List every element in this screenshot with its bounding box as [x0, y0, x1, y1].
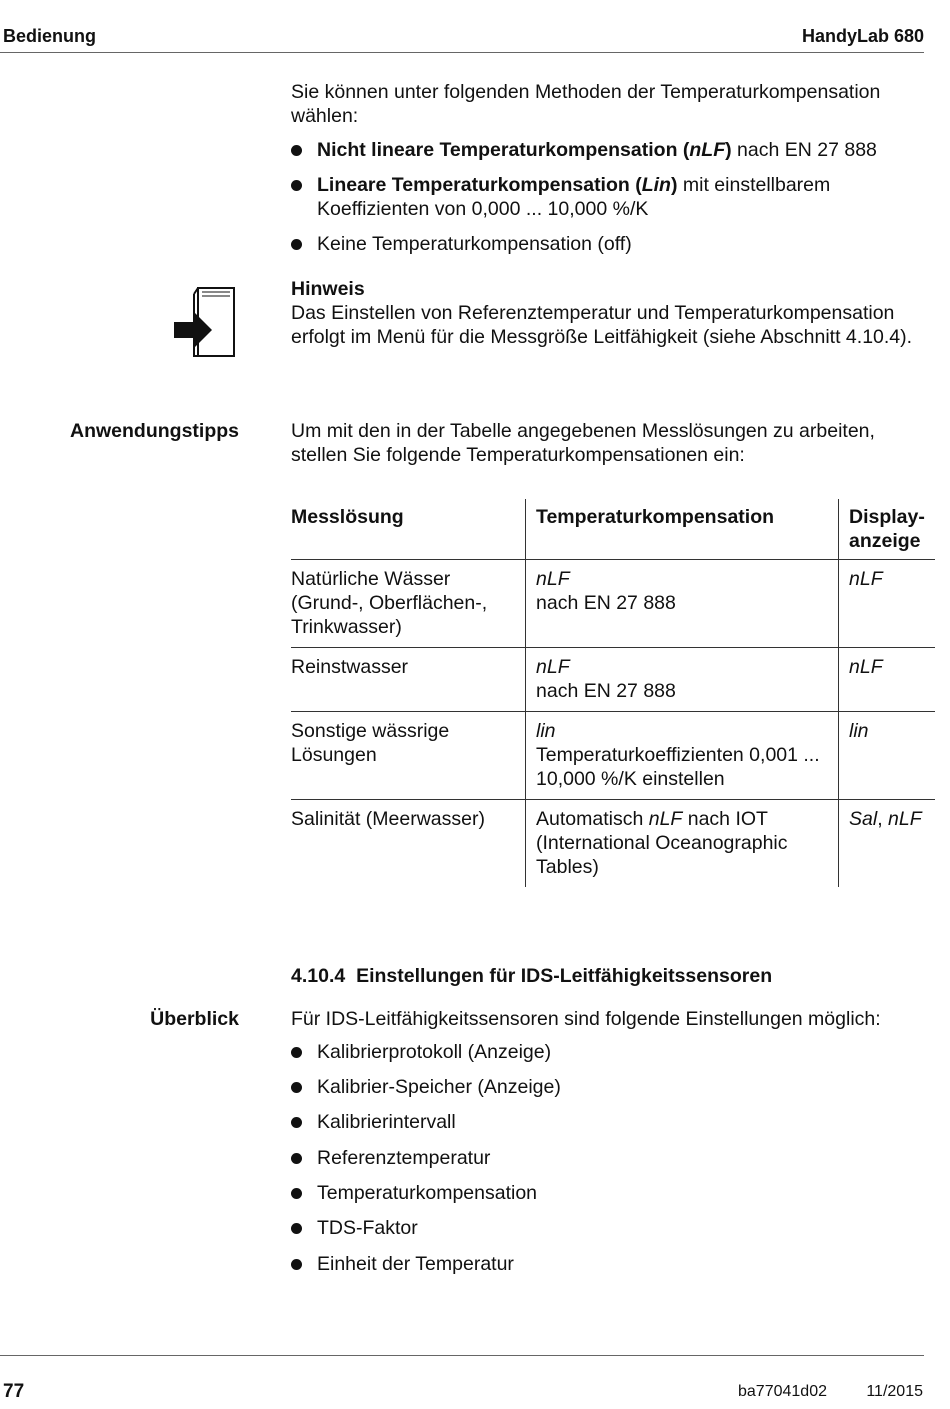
list-item: Referenztemperatur [291, 1146, 924, 1170]
list-item: TDS-Faktor [291, 1216, 924, 1240]
table-cell: Reinstwasser [291, 648, 526, 712]
list-item: Nicht lineare Temperaturkompensation (nLF) nach EN 27 888 [291, 138, 924, 162]
bullet-icon [291, 1188, 302, 1199]
footer-rule [0, 1355, 924, 1356]
table-cell: nLF nach EN 27 888 [526, 648, 839, 712]
side-heading-overview: Überblick [150, 1008, 239, 1030]
table-row [291, 800, 935, 888]
table-cell: Automatisch nLF nach IOT (International Oceanographic Tables) [526, 800, 839, 888]
running-header-right: HandyLab 680 [801, 26, 924, 46]
list-item: Kalibrierprotokoll (Anzeige) [291, 1040, 924, 1064]
list-item: Kalibrierintervall [291, 1110, 924, 1134]
bullet-icon [291, 239, 302, 250]
table-cell: Sonstige wässrige Lösungen [291, 712, 526, 800]
list-item: Keine Temperaturkompensation (off) [291, 232, 924, 256]
table-header-row [291, 499, 935, 560]
bullet-icon [291, 1153, 302, 1164]
table-cell: Natürliche Wässer (Grund-, Oberflächen-, Trinkwasser) [291, 560, 526, 648]
bullet-icon [291, 1117, 302, 1128]
table-cell: lin [839, 712, 936, 800]
list-item: Kalibrier-Speicher (Anzeige) [291, 1075, 924, 1099]
table-header-cell: Temperaturkompensation [526, 499, 839, 560]
tips-text: Um mit den in der Tabelle angegebenen Messlösungen zu arbeiten, stellen Sie folgende Temperaturkompensationen ein: [291, 420, 875, 466]
bullet-icon [291, 1047, 302, 1058]
side-heading-tips: Anwendungstipps [70, 420, 239, 442]
table-cell: lin Temperaturkoeffizienten 0,001 ... 10,000 %/K einstellen [526, 712, 839, 800]
document-date: 11/2015 [866, 1383, 923, 1400]
bullet-icon [291, 180, 302, 191]
table-cell: nLF nach EN 27 888 [526, 560, 839, 648]
table-row [291, 648, 935, 712]
header-rule [0, 52, 924, 53]
list-item: Temperaturkompensation [291, 1181, 924, 1205]
table-cell: Salinität (Meerwasser) [291, 808, 485, 830]
document-id: ba77041d02 [738, 1383, 827, 1400]
bullet-icon [291, 1259, 302, 1270]
table-cell: Sal, nLF [849, 808, 922, 830]
page-number: 77 [3, 1381, 25, 1402]
book-arrow-icon [172, 284, 240, 360]
section-heading: 4.10.4 Einstellungen für IDS-Leitfähigkeitssensoren [291, 965, 773, 987]
table-cell: nLF [839, 560, 936, 648]
note-text: Das Einstellen von Referenztemperatur und Temperaturkompensation erfolgt im Menü für die Messgröße Leitfähigkeit (siehe Abschnitt 4.10.4). [291, 302, 913, 348]
table-cell: nLF [839, 648, 936, 712]
table-row [291, 712, 935, 800]
bullet-icon [291, 1223, 302, 1234]
note-title: Hinweis [291, 278, 365, 300]
bullet-icon [291, 145, 302, 156]
bullet-icon [291, 1082, 302, 1093]
list-item: Lineare Temperaturkompensation (Lin) mit einstellbarem Koeffizienten von 0,000 ... 10,000 %/K [291, 173, 924, 221]
list-item: Einheit der Temperatur [291, 1252, 924, 1276]
table-row [291, 560, 935, 648]
compensation-table [291, 499, 935, 887]
table-header-cell: Display-anzeige [839, 499, 936, 560]
overview-text: Für IDS-Leitfähigkeitssensoren sind folgende Einstellungen möglich: [291, 1008, 881, 1030]
table-header-cell: Messlösung [291, 499, 526, 560]
running-header-left: Bedienung [3, 26, 96, 46]
intro-text: Sie können unter folgenden Methoden der Temperaturkompensation wählen: [291, 81, 881, 127]
